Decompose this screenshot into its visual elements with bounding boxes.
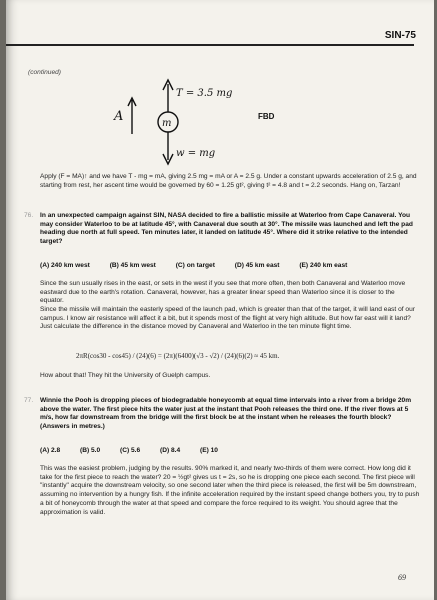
choice-e: (E) 10 (200, 447, 218, 454)
page-number: 69 (398, 573, 406, 582)
choice-c: (C) 5.6 (120, 447, 141, 454)
document-page (6, 0, 434, 600)
weight-label: w = mg (176, 148, 216, 159)
accel-arrow (128, 98, 136, 134)
problem-76-formula: 2πR(cos30 - cos45) / (24)(6) = (2π)(6400)(√3 - √2) / (24)(6)(2) ≈ 45 km. (76, 352, 280, 360)
prev-solution-text: Apply (F = MA)↑ and we have T - mg = mA, giving 2.5 mg = mA or A = 2.5 g. Under a constant upwards acceleration of 2.5 g, and starting from rest, her ascent time would be governed by 60 = 1.25 gt², giving t² = 4.8 and t = 2.2 seconds. Hang on, Tarzan! (40, 173, 417, 189)
problem-76-number: 76. (24, 212, 34, 219)
choice-e: (E) 240 km east (299, 262, 348, 269)
accel-label: A (114, 109, 124, 124)
fbd-label: FBD (258, 112, 275, 121)
free-body-diagram (106, 76, 256, 166)
choice-a: (A) 240 km west (40, 262, 90, 269)
problem-76-closing: How about that! They hit the University of Guelph campus. (40, 372, 211, 379)
choice-a: (A) 2.8 (40, 447, 61, 454)
problem-77-question: Winnie the Pooh is dropping pieces of biodegradable honeycomb at equal time intervals into a river from a bridge 20m above the water. The first piece hits the water just at the instant that Pooh releases the third one. If the river flows at 5 m/s, how far downstream from the bridge will the first block be at the instant when he releases the fourth block? (Answers in metres.) (40, 397, 412, 431)
problem-76-question: In an unexpected campaign against SIN, NASA decided to fire a ballistic missile at Waterloo from Cape Canaveral. You may consider Waterloo to be at latitude 45°, with Canaveral due south at 30°. The missile was launched and left the pad heading due north at full speed. Ten minutes later, it landed on latitude 45°. Where did it strike relative to the intended target? (40, 212, 413, 246)
problem-76-solution-1: Since the sun usually rises in the east, or sets in the west if you see that more often, then both Canaveral and Waterloo move eastward due to the earth's rotation. Canaveral, however, has a greater linear speed than Waterloo since it is closer to the equator. (40, 280, 406, 305)
choice-b: (B) 45 km west (109, 262, 156, 269)
problem-76-solution-2: Since the missile will maintain the easterly speed of the launch pad, which is greater than that of the target, it will land east of our campus. I know air resistance will affect it a bit, but it spends most of the flight at very high altitude. But how far east will it land? Just calculate the difference in the distance moved by Canaveral and Waterloo in the ten minute flight time. (40, 306, 415, 331)
continued-label: (continued) (28, 69, 61, 76)
problem-76-choices (40, 262, 365, 269)
mass-label: m (162, 118, 172, 129)
problem-77-solution: This was the easiest problem, judging by the results. 90% marked it, and nearly two-thirds of them were correct. How long did it take for the first piece to reach the water? 20 = ½gt² gives us t = 2s, so he is dropping one piece each second. The first piece will "instantly" acquire the downstream velocity, so one second later when the third piece is released, the first will be 5m downstream, assuming no intervention by a hungry fish. If the infinite acceleration required by the instant speed change bothers you, try to push a bit of honeycomb through the water at that speed and compare the force required to its weight. You should agree that the approximation is valid. (40, 465, 420, 516)
choice-c: (C) on target (175, 262, 215, 269)
problem-77-choices (40, 447, 236, 454)
choice-b: (B) 5.0 (80, 447, 101, 454)
choice-d: (D) 8.4 (160, 447, 181, 454)
problem-id-header: SIN-75 (384, 30, 416, 41)
weight-arrow (163, 132, 173, 164)
choice-d: (D) 45 km east (234, 262, 280, 269)
problem-77-number: 77. (24, 397, 34, 404)
tension-arrow (163, 80, 173, 112)
header-rule (6, 44, 414, 46)
tension-label: T = 3.5 mg (176, 88, 233, 99)
